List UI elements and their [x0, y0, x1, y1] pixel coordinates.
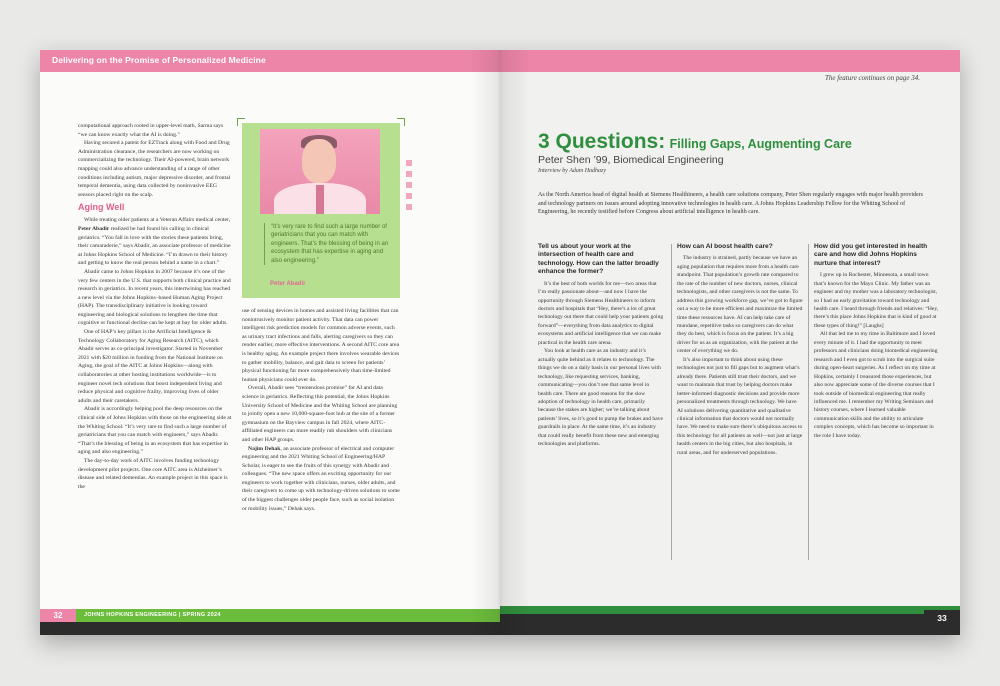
headline	[538, 130, 852, 154]
page-number: 33	[924, 610, 960, 626]
paragraph: use of sensing devices in homes and assisted living facilities that can nonintrusively monitor patient activity. That data can power intelligent risk prediction models for common adverse events, such as urinary tract infections and falls, alerting caregivers so they can render earlier, more effective interventions. A second AITC core area is healthy aging. An example project there involves wearable devices to gather mobility, balance, and gait data to screen for patients’ physical functioning far more comprehensively than time-limited human physicians could ever do.	[242, 308, 400, 383]
left-page	[40, 50, 500, 635]
footer-text: JOHNS HOPKINS ENGINEERING | SPRING 2024	[84, 612, 221, 618]
byline: Peter Shen ’99, Biomedical Engineering	[538, 154, 724, 166]
left-column-1	[78, 122, 232, 606]
question-heading: Tell us about your work at the intersection of health care and technology. How can the latter broadly enhance the former?	[538, 243, 659, 276]
paragraph: Najim Dehak, an associate professor of electrical and computer engineering and the 2021 Whiting School of Engineering/HAP Scholar, is eager to see the fruits of this synergy with Abadir and colleagues. “The new space offers an exciting opportunity for our engineers to work together with clinicians, nurses, older adults, and their caregivers to come up with technology-driven solutions to some of the biggest challenges older people face, such as social isolation or mobility issues,” Dehak says.	[242, 445, 400, 512]
portrait-photo	[260, 129, 380, 214]
paragraph: It’s the best of both worlds for me—two areas that I’m really passionate about—and now I have the opportunity through Siemens Healthineers to inform doctors and hospitals that “Hey, there’s a lot of great technology out there that could help your patients going forward”—everything from data analytics to digital ecosystems and artificial intelligence that we can make practical in the health care arena.	[538, 280, 664, 346]
person-name: Najim Dehak	[248, 445, 281, 452]
answer-body	[814, 271, 940, 440]
paragraph: The day-to-day work of AITC involves funding technology development pilot projects. One core AITC area is Alzheimer’s disease and related dementias. An example project in this space is the	[78, 457, 228, 490]
question-heading: How can AI boost health care?	[677, 243, 773, 250]
section-banner	[500, 50, 960, 72]
column-rule	[671, 244, 672, 560]
person-name: Peter Abadir	[78, 225, 110, 232]
footer-band-dark	[40, 622, 500, 635]
paragraph: Abadir is accordingly helping pool the deep resources on the clinical side of Johns Hopkins with those on the engineering side at the Whiting School. “It’s very rare to find such a large number of geriatricians that you can match with engineers,” says Abadir. “That’s the blessing of being in an ecosystem that has expertise in aging and also engineering.”	[78, 406, 232, 456]
paragraph: The industry is strained, partly because we have an aging population that requires more from a health care standpoint. That population’s growth rate compared to the rate of the number of new doctors, nurses, clinical technologists, and other caregivers is not the same. To address this growing workforce gap, we’ve got to figure out a way to be more efficient and maximize the limited time these resources have. AI can help take care of mundane, repetitive tasks so caregivers can do what they do best, which is focus on the patient. It’s a big driver for us as an organization, with the patient at the center of everything we do.	[677, 255, 803, 355]
subhead-aging-well: Aging Well	[78, 202, 125, 213]
section-banner	[40, 50, 500, 72]
paragraph: While treating older patients at a Veteran Affairs medical center, Peter Abadir realized he had found his calling in clinical geriatrics. “You fall in love with the stories these patients bring, their camaraderie,” says Abadir, an associate professor of medicine at Johns Hopkins School of Medicine. “I’m drawn to their history and getting to know the real person behind a name in a chart.”	[78, 217, 231, 267]
headline-sub: Filling Gaps, Augmenting Care	[669, 137, 852, 151]
question-column-1	[538, 243, 664, 449]
column-rule	[808, 244, 809, 560]
intro-paragraph: As the North America head of digital health at Siemens Healthineers, a health care solutions company, Peter Shen regularly engages with major health providers and technology partners on issues around adopting innovative technologies in health care. A Johns Hopkins Leadership Fellow for the Whiting School of Engineering, he recently testified before Congress about artificial intelligence in health care.	[538, 192, 923, 216]
headline-main: 3 Questions:	[538, 130, 666, 153]
interviewer-credit: Interview by Adam Hadhazy	[538, 168, 607, 174]
section-title: Delivering on the Promise of Personalized Medicine	[52, 55, 266, 65]
left-column-2	[242, 307, 400, 607]
question-column-2	[677, 243, 803, 457]
question-heading: How did you get interested in health care and how did Johns Hopkins nurture that interest?	[814, 243, 928, 267]
paragraph: I grew up in Rochester, Minnesota, a small town that’s known for the Mayo Clinic. My father was an engineer and my mother was a laboratory technologist, so I had an early gravitation toward technology and health care. I heard through friends and relatives: “Hey, there’s this place Johns Hopkins that is kind of good at these types of thing!” [Laughs]	[814, 272, 939, 329]
paragraph: Overall, Abadir sees “tremendous promise” for AI and data science in geriatrics. Reflecting this potential, the Johns Hopkins University School of Medicine and the Whiting School are planning to jointly open a new 10,000-square-foot hub at the site of a former gymnasium on the Bayview campus in fall 2024, where AITC-affiliated engineers can more readily rub shoulders with clinicians and other HAP groups.	[242, 385, 398, 443]
paragraph: One of HAP’s key pillars is the Artificial Intelligence & Technology Collaboratory for Aging Research (AITC), which Abadir serves as co-principal investigator. Started in November 2021 with $20 million in funding from the National Institute on Aging, the goal of the AITC at Johns Hopkins—along with collaboratories at other hosting institutions worldwide—is to engineer novel tech solutions that boost independent living and reduce physical and cognitive frailty, improving lives of older adults and their caretakers.	[78, 329, 223, 404]
right-page	[500, 50, 960, 635]
page-number: 32	[40, 609, 76, 622]
pull-quote-text: “It’s very rare to find such a large number of geriatricians that you can match with engineers. That’s the blessing of being in an ecosystem that has expertise in aging and also engineering.”	[264, 223, 392, 265]
corner-mark	[237, 118, 245, 126]
answer-body	[538, 280, 664, 449]
footer-band	[500, 606, 960, 614]
paragraph: computational approach rooted in upper-level math, Sarma says “we can know exactly what the AI is doing.”	[78, 123, 224, 138]
footer-band-dark	[500, 614, 960, 635]
paragraph: Having secured a patent for EZTrack along with Food and Drug Administration clearance, the researchers are now working on commercializing the technology. Their AI-powered, brain network mapping could also advance understanding of a range of other conditions including autism, major depressive disorder, and frontal temporal dementia, using data collected by noninvasive EEG sensors placed right on the scalp.	[78, 140, 231, 198]
pull-quote-box	[242, 123, 400, 298]
magazine-spread	[40, 50, 960, 635]
paragraph: All that led me to my time in Baltimore and I loved every minute of it. I had the opportunity to meet professors and clinicians doing biomedical engineering research and I even got to scrub into the surgical suite during open-heart surgeries. As I reflect on my time at Hopkins, certainly I treasured those experiences, but also now appreciate some of the diverse courses that I took outside of biomedical engineering that really influenced me. I remember my Writing Seminars and history courses, where I learned valuable communication skills and the ability to articulate complex concepts, which has become so important in the role I have today.	[814, 331, 938, 439]
continuation-note: The feature continues on page 34.	[824, 74, 920, 82]
paragraph: Abadir came to Johns Hopkins in 2007 because it’s one of the very few centers in the U.S. that supports both clinical practice and research in geriatrics. In recent years, this intertwining has reached a new level via the Johns Hopkins–based Human Aging Project (HAP). The transdisciplinary initiative is looking toward engineering and biological solutions to lengthen the time that cognitive or functional decline can be kept at bay for older adults.	[78, 268, 231, 327]
corner-mark	[397, 118, 405, 126]
pull-quote-attribution: Peter Abadir	[270, 281, 306, 287]
paragraph: It’s also important to think about using these technologies not just to fill gaps but to augment what’s already there. Patients still trust their doctors, and we want to maintain that trust by helping doctors make better-informed diagnostic decisions and provide more personalized treatments through technology. We have AI solutions delivering quantitative and qualitative clinical information that doctors would not normally have. We need to make sure there’s ubiquitous access to this technology for all patients as well—not just at large health centers in the big cities, but also hospitals, in rural areas, and for underserved populations.	[677, 356, 803, 456]
paragraph: You look at health care as an industry and it’s actually quite behind as it relates to technology. The things we do on a daily basis in our personal lives with technology, like requesting services, banking, communicating—you don’t see that same level in health care. There are good reasons for the slow adoption of technology in health care, primarily because the stakes are higher; we’re talking about patients’ lives, so it’s good to pump the brakes and have guardrails in place. At the same time, it’s an industry that could really benefit from these new and emerging technologies and platforms.	[538, 348, 663, 448]
question-column-3	[814, 243, 940, 440]
decorative-squares	[406, 160, 412, 215]
answer-body	[677, 254, 803, 457]
